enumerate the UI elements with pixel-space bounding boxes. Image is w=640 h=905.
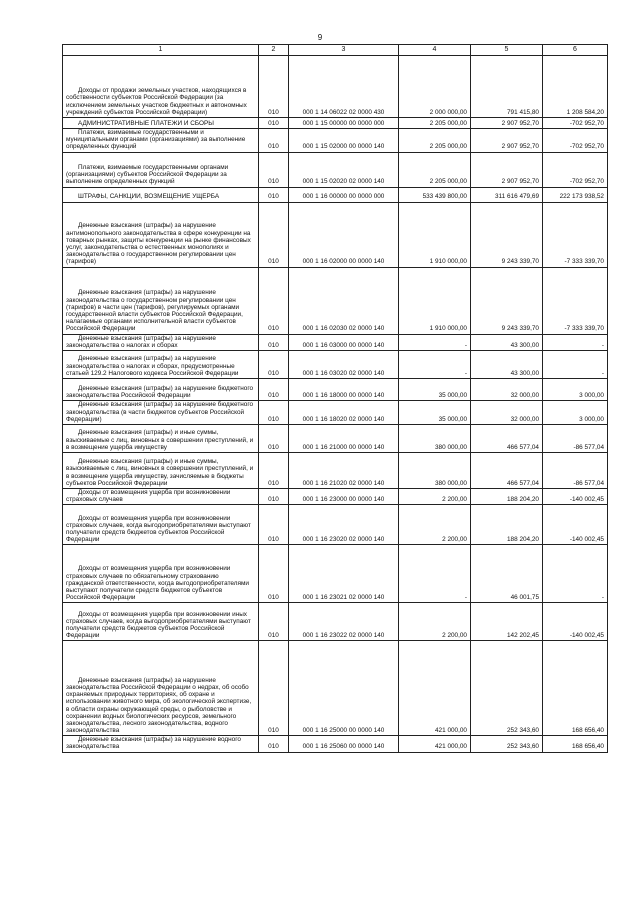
- table-row: [63, 603, 608, 641]
- table-row: [63, 202, 608, 267]
- table-row: [63, 267, 608, 334]
- plan-value: 2 200,00: [399, 488, 471, 504]
- admin-code: 010: [259, 545, 289, 603]
- admin-code: 010: [259, 505, 289, 545]
- budget-code: 000 1 15 02020 02 0000 140: [289, 152, 399, 187]
- plan-value: 2 205 000,00: [399, 152, 471, 187]
- column-header: 1: [63, 45, 259, 56]
- plan-value: 533 439 800,00: [399, 187, 471, 202]
- admin-code: 010: [259, 118, 289, 129]
- table-row: [63, 400, 608, 424]
- row-name: Доходы от продажи земельных участков, находящихся в собственности субъектов Российской Федерации (за исключением земельных участков бюджетных и автономных учреждений субъектов Российской Федерации): [63, 56, 259, 118]
- row-name: Денежные взыскания (штрафы) и иные суммы, взыскиваемые с лиц, виновных в совершении преступлений, и в возмещение ущерба имуществу: [63, 424, 259, 452]
- row-name: Доходы от возмещения ущерба при возникновении страховых случаев по обязательному страхованию гражданской ответственности, когда выгодоприобретателями выступают получатели средств бюджетов субъектов Российской Федерации: [63, 545, 259, 603]
- budget-code: 000 1 16 02000 00 0000 140: [289, 202, 399, 267]
- fact-value: 32 000,00: [471, 400, 543, 424]
- admin-code: 010: [259, 334, 289, 350]
- budget-code: 000 1 16 18020 02 0000 140: [289, 400, 399, 424]
- row-name: Денежные взыскания (штрафы) за нарушение водного законодательства: [63, 736, 259, 752]
- row-name: Платежи, взимаемые государственными и муниципальными органами (организациями) за выполнение определенных функций: [63, 129, 259, 153]
- fact-value: 311 616 479,69: [471, 187, 543, 202]
- admin-code: 010: [259, 603, 289, 641]
- table-row: [63, 350, 608, 378]
- diff-value: -: [543, 350, 608, 378]
- page-number: 9: [317, 33, 323, 42]
- fact-value: 32 000,00: [471, 378, 543, 400]
- fact-value: 252 343,60: [471, 641, 543, 736]
- diff-value: 1 208 584,20: [543, 56, 608, 118]
- row-name: Денежные взыскания (штрафы) за нарушение антимонопольного законодательства в сфере конкуренции на товарных рынках, защиты конкуренции на рынке финансовых услуг, законодательства о естественных монополиях и законодательства о государственном регулировании цен (тарифов): [63, 202, 259, 267]
- budget-code: 000 1 16 25000 00 0000 140: [289, 641, 399, 736]
- budget-code: 000 1 16 03020 02 0000 140: [289, 350, 399, 378]
- fact-value: 466 577,04: [471, 452, 543, 488]
- admin-code: 010: [259, 641, 289, 736]
- diff-value: -702 952,70: [543, 118, 608, 129]
- plan-value: -: [399, 545, 471, 603]
- row-name: Доходы от возмещения ущерба при возникновении иных страховых случаев, когда выгодоприобретателями выступают получатели средств бюджетов субъектов Российской Федерации: [63, 603, 259, 641]
- table-row: [63, 641, 608, 736]
- column-header: 6: [543, 45, 608, 56]
- row-name: Доходы от возмещения ущерба при возникновении страховых случаев, когда выгодоприобретателями выступают получатели средств бюджетов субъектов Российской Федерации: [63, 505, 259, 545]
- budget-code: 000 1 16 18000 00 0000 140: [289, 378, 399, 400]
- diff-value: -140 002,45: [543, 603, 608, 641]
- budget-code: 000 1 16 00000 00 0000 000: [289, 187, 399, 202]
- fact-value: 791 415,80: [471, 56, 543, 118]
- plan-value: 380 000,00: [399, 452, 471, 488]
- table-row: [63, 452, 608, 488]
- fact-value: 2 907 952,70: [471, 118, 543, 129]
- table-row: [63, 334, 608, 350]
- admin-code: 010: [259, 488, 289, 504]
- row-name: Денежные взыскания (штрафы) и иные суммы, взыскиваемые с лиц, виновных в совершении преступлений, и в возмещение ущерба имуществу, зачисляемые в бюджеты субъектов Российской Федерации: [63, 452, 259, 488]
- budget-code: 000 1 16 21020 02 0000 140: [289, 452, 399, 488]
- row-name: Денежные взыскания (штрафы) за нарушение бюджетного законодательства (в части бюджетов субъектов Российской Федерации): [63, 400, 259, 424]
- admin-code: 010: [259, 202, 289, 267]
- diff-value: -702 952,70: [543, 129, 608, 153]
- diff-value: -702 952,70: [543, 152, 608, 187]
- plan-value: 2 200,00: [399, 603, 471, 641]
- budget-code: 000 1 16 23022 02 0000 140: [289, 603, 399, 641]
- diff-value: -7 333 339,70: [543, 267, 608, 334]
- budget-code: 000 1 15 00000 00 0000 000: [289, 118, 399, 129]
- admin-code: 010: [259, 152, 289, 187]
- table-row: [63, 129, 608, 153]
- column-header: 2: [259, 45, 289, 56]
- budget-code: 000 1 16 25060 00 0000 140: [289, 736, 399, 752]
- budget-code: 000 1 16 23021 02 0000 140: [289, 545, 399, 603]
- diff-value: 168 656,40: [543, 736, 608, 752]
- diff-value: -86 577,04: [543, 452, 608, 488]
- diff-value: -140 002,45: [543, 488, 608, 504]
- table-row: [63, 488, 608, 504]
- row-name: Денежные взыскания (штрафы) за нарушение законодательства о налогах и сборах, предусмотренные статьей 129.2 Налогового кодекса Российской Федерации: [63, 350, 259, 378]
- table-row: [63, 118, 608, 129]
- fact-value: 43 300,00: [471, 334, 543, 350]
- fact-value: 43 300,00: [471, 350, 543, 378]
- plan-value: -: [399, 334, 471, 350]
- admin-code: 010: [259, 56, 289, 118]
- row-name: Денежные взыскания (штрафы) за нарушение законодательства о государственном регулировании цен (тарифов) в части цен (тарифов), регулируемых органами государственной власти субъектов Российской Федерации, налагаемые органами исполнительной власти субъектов Российской Федерации: [63, 267, 259, 334]
- plan-value: -: [399, 350, 471, 378]
- column-header: 3: [289, 45, 399, 56]
- table-row: [63, 424, 608, 452]
- column-number-row: [63, 45, 608, 56]
- fact-value: 188 204,20: [471, 505, 543, 545]
- table-row: [63, 505, 608, 545]
- fact-value: 2 907 952,70: [471, 152, 543, 187]
- fact-value: 252 343,60: [471, 736, 543, 752]
- budget-code: 000 1 16 23000 00 0000 140: [289, 488, 399, 504]
- plan-value: 421 000,00: [399, 736, 471, 752]
- budget-code: 000 1 16 03000 00 0000 140: [289, 334, 399, 350]
- admin-code: 010: [259, 350, 289, 378]
- fact-value: 46 001,75: [471, 545, 543, 603]
- diff-value: 3 000,00: [543, 378, 608, 400]
- plan-value: 380 000,00: [399, 424, 471, 452]
- plan-value: 2 205 000,00: [399, 118, 471, 129]
- row-name: Денежные взыскания (штрафы) за нарушение бюджетного законодательства Российской Федерации: [63, 378, 259, 400]
- budget-code: 000 1 16 23020 02 0000 140: [289, 505, 399, 545]
- admin-code: 010: [259, 424, 289, 452]
- table-row: [63, 187, 608, 202]
- row-name: Денежные взыскания (штрафы) за нарушение законодательства Российской Федерации о недрах, об особо охраняемых природных территориях, об охране и использовании животного мира, об экологической экспертизе, в области охраны окружающей среды, о рыболовстве и сохранении водных биологических ресурсов, земельного законодательства, лесного законодательства, водного законодательства: [63, 641, 259, 736]
- plan-value: 1 910 000,00: [399, 267, 471, 334]
- fact-value: 2 907 952,70: [471, 129, 543, 153]
- fact-value: 188 204,20: [471, 488, 543, 504]
- plan-value: 35 000,00: [399, 378, 471, 400]
- row-name: Платежи, взимаемые государственными органами (организациями) субъектов Российской Федерации за выполнение определенных функций: [63, 152, 259, 187]
- row-name: ШТРАФЫ, САНКЦИИ, ВОЗМЕЩЕНИЕ УЩЕРБА: [63, 187, 259, 202]
- diff-value: -: [543, 545, 608, 603]
- fact-value: 9 243 339,70: [471, 267, 543, 334]
- admin-code: 010: [259, 400, 289, 424]
- diff-value: -86 577,04: [543, 424, 608, 452]
- fact-value: 466 577,04: [471, 424, 543, 452]
- admin-code: 010: [259, 187, 289, 202]
- fact-value: 9 243 339,70: [471, 202, 543, 267]
- column-header: 5: [471, 45, 543, 56]
- admin-code: 010: [259, 267, 289, 334]
- table-row: [63, 736, 608, 752]
- table-row: [63, 545, 608, 603]
- fact-value: 142 202,45: [471, 603, 543, 641]
- table-row: [63, 152, 608, 187]
- admin-code: 010: [259, 129, 289, 153]
- budget-code: 000 1 14 06022 02 0000 430: [289, 56, 399, 118]
- plan-value: 2 000 000,00: [399, 56, 471, 118]
- column-header: 4: [399, 45, 471, 56]
- admin-code: 010: [259, 452, 289, 488]
- diff-value: -140 002,45: [543, 505, 608, 545]
- table-row: [63, 56, 608, 118]
- admin-code: 010: [259, 736, 289, 752]
- budget-code: 000 1 16 02030 02 0000 140: [289, 267, 399, 334]
- row-name: Доходы от возмещения ущерба при возникновении страховых случаев: [63, 488, 259, 504]
- row-name: АДМИНИСТРАТИВНЫЕ ПЛАТЕЖИ И СБОРЫ: [63, 118, 259, 129]
- diff-value: 222 173 938,52: [543, 187, 608, 202]
- budget-code: 000 1 15 02000 00 0000 140: [289, 129, 399, 153]
- revenue-table: [62, 44, 608, 753]
- plan-value: 2 205 000,00: [399, 129, 471, 153]
- table-row: [63, 378, 608, 400]
- admin-code: 010: [259, 378, 289, 400]
- row-name: Денежные взыскания (штрафы) за нарушение законодательства о налогах и сборах: [63, 334, 259, 350]
- diff-value: -7 333 339,70: [543, 202, 608, 267]
- budget-code: 000 1 16 21000 00 0000 140: [289, 424, 399, 452]
- plan-value: 2 200,00: [399, 505, 471, 545]
- diff-value: -: [543, 334, 608, 350]
- diff-value: 3 000,00: [543, 400, 608, 424]
- plan-value: 1 910 000,00: [399, 202, 471, 267]
- diff-value: 168 656,40: [543, 641, 608, 736]
- plan-value: 35 000,00: [399, 400, 471, 424]
- plan-value: 421 000,00: [399, 641, 471, 736]
